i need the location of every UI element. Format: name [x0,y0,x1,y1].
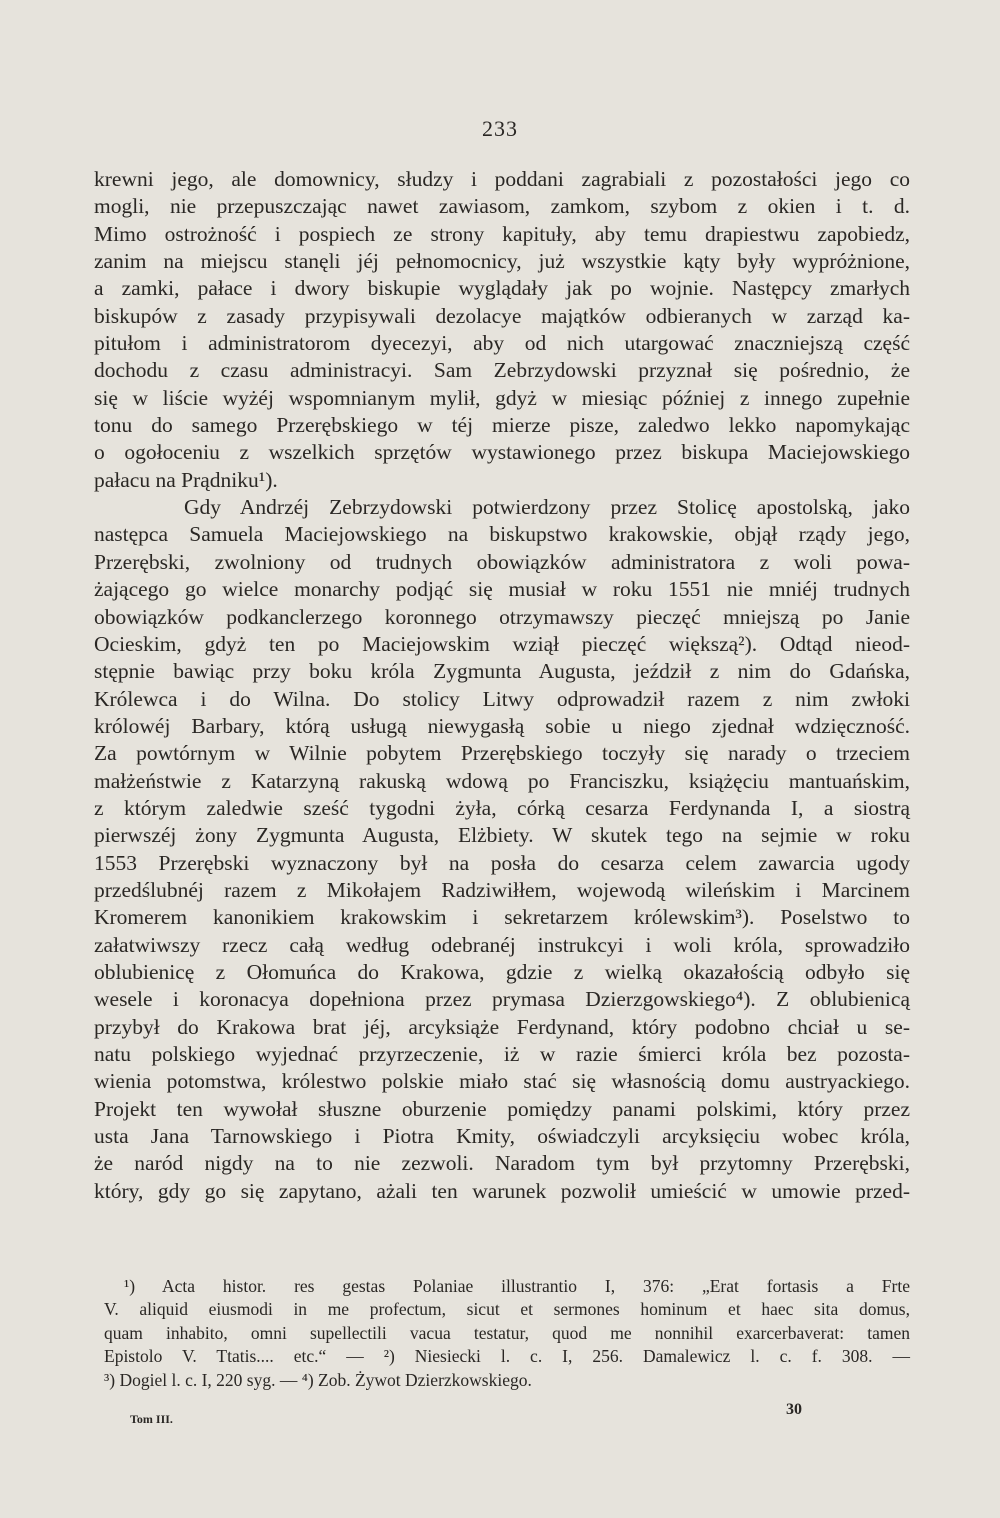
footnotes [104,1275,910,1392]
text-line: zanim na miejscu stanęli jéj pełnomocnicy, już wszystkie kąty były wypróżnione, [94,249,910,274]
text-line: załatwiwszy rzecz całą według odebranéj instrukcyi i woli króla, sprowadziło [94,932,910,957]
text-line: królowéj Barbary, którą usługą niewygasłą sobie u niego zjednał wdzięczność. [94,713,910,738]
text-line: Przerębski, zwolniony od trudnych obowiązków administratora z woli powa- [94,549,910,574]
text-line: przedślubnéj razem z Mikołajem Radziwiłłem, wojewodą wileńskim i Marcinem [94,877,910,902]
text-line: Mimo ostrożność i pospiech ze strony kapituły, aby temu drapiestwu zapobiedz, [94,221,910,246]
body-text [94,166,910,1205]
text-line: oblubienicę z Ołomuńca do Krakowa, gdzie z wielką okazałością odbyło się [94,959,910,984]
text-line: usta Jana Tarnowskiego i Piotra Kmity, oświadczyli arcyksięciu wobec króla, [94,1124,910,1149]
text-line: Królewca i do Wilna. Do stolicy Litwy odprowadził razem z nim zwłoki [94,686,910,711]
text-line: krewni jego, ale domownicy, słudzy i poddani zagrabiali z pozostałości jego co [94,167,910,191]
text-line: następca Samuela Maciejowskiego na biskupstwo krakowskie, objął rządy jego, [94,522,910,547]
text-line: Ocieskim, gdyż ten po Maciejowskim wziął pieczęć większą²). Odtąd nieod- [94,631,910,656]
text-line: przybył do Krakowa brat jéj, arcyksiąże Ferdynand, który podobno chciał u se- [94,1014,910,1039]
text-line: biskupów z zasady przypisywali dezolacye majątków odbieranych w zarząd ka- [94,303,910,328]
text-line: tonu do samego Przerębskiego w téj mierze pisze, zaledwo lekko napomykając [94,413,910,438]
text-line: natu polskiego wyjednać przyrzeczenie, iż w razie śmierci króla bez pozosta- [94,1042,910,1066]
text-line: wienia potomstwa, królestwo polskie miało stać się własnością domu austryackiego. [94,1069,910,1094]
text-line: pitułom i administratorom dyecezyi, aby od nich utargować znaczniejszą część [94,331,910,356]
footnote-line: Epistolo V. Ttatis.... etc.“ — ²) Niesiecki l. c. I, 256. Damalewicz l. c. f. 308. — [104,1346,910,1367]
text-line: dochodu z czasu administracyi. Sam Zebrzydowski przyznał się pośrednio, że [94,358,910,383]
footnote-line: V. aliquid eiusmodi in me profectum, sicut et sermones hominum et haec sita domus, [104,1299,910,1320]
text-line: a zamki, pałace i dwory biskupie wyglądały jak po wojnie. Następcy zmarłych [94,276,910,301]
text-line: Kromerem kanonikiem krakowskim i sekretarzem królewskim³). Poselstwo to [94,905,910,930]
paragraph-end-line: pałacu na Prądniku¹). [94,467,278,492]
footnote-line: ¹) Acta histor. res gestas Polaniae illustrantio I, 376: „Erat fortasis a Frte [124,1276,910,1296]
signature-mark: Tom III. [130,1412,173,1426]
text-line: żającego go wielce monarchy podjąć się musiał w roku 1551 nie mniéj trudnych [94,577,910,602]
text-line: stępnie bawiąc przy boku króla Zygmunta Augusta, jeździł z nim do Gdańska, [94,659,910,684]
text-line: się w liście wyżéj wspomnianym mylił, gdyż w miesiąc później z innego zupełnie [94,385,910,410]
text-line: który, gdy go się zapytano, ażali ten warunek pozwolił umieścić w umowie przed- [94,1178,910,1203]
text-line: że naród nigdy na to nie zezwoli. Naradom tym był przytomny Przerębski, [94,1151,910,1176]
footnote-line: ³) Dogiel l. c. I, 220 syg. — ⁴) Zob. Żywot Dzierzkowskiego. [104,1369,532,1390]
text-line: wesele i koronacya dopełniona przez prymasa Dzierzgowskiego⁴). Z oblubienicą [94,987,910,1012]
footnote-line: quam inhabito, omni supellectili vacua testatur, quod me nonnihil exarcerbaverat: tamen [104,1322,910,1343]
text-line: 1553 Przerębski wyznaczony był na posła do cesarza celem zawarcia ugody [94,850,910,875]
text-line: Projekt ten wywołał słuszne oburzenie pomiędzy panami polskimi, który przez [94,1096,910,1121]
text-line: małżeństwie z Katarzyną rakuską wdową po Franciszku, książęciu mantuańskim, [94,768,910,793]
text-line: pierwszéj żony Zygmunta Augusta, Elżbiety. W skutek tego na sejmie w roku [94,823,910,848]
page-number: 233 [482,116,518,141]
sheet-number: 30 [786,1401,802,1418]
text-line: Za powtórnym w Wilnie pobytem Przerębskiego toczyły się narady o trzeciem [94,741,910,766]
text-line: obowiązków podkanclerzego koronnego otrzymawszy pieczęć mniejszą po Janie [94,604,910,629]
text-line: z którym zaledwie sześć tygodni żyła, córką cesarza Ferdynanda I, a siostrą [94,795,910,820]
paragraph-start-line: Gdy Andrzéj Zebrzydowski potwierdzony przez Stolicę apostolską, jako [184,495,910,520]
text-line: o ogołoceniu z wszelkich sprzętów wystawionego przez biskupa Maciejowskiego [94,440,910,465]
text-line: mogli, nie przepuszczając nawet zawiasom, zamkom, szybom z okien i t. d. [94,194,910,219]
